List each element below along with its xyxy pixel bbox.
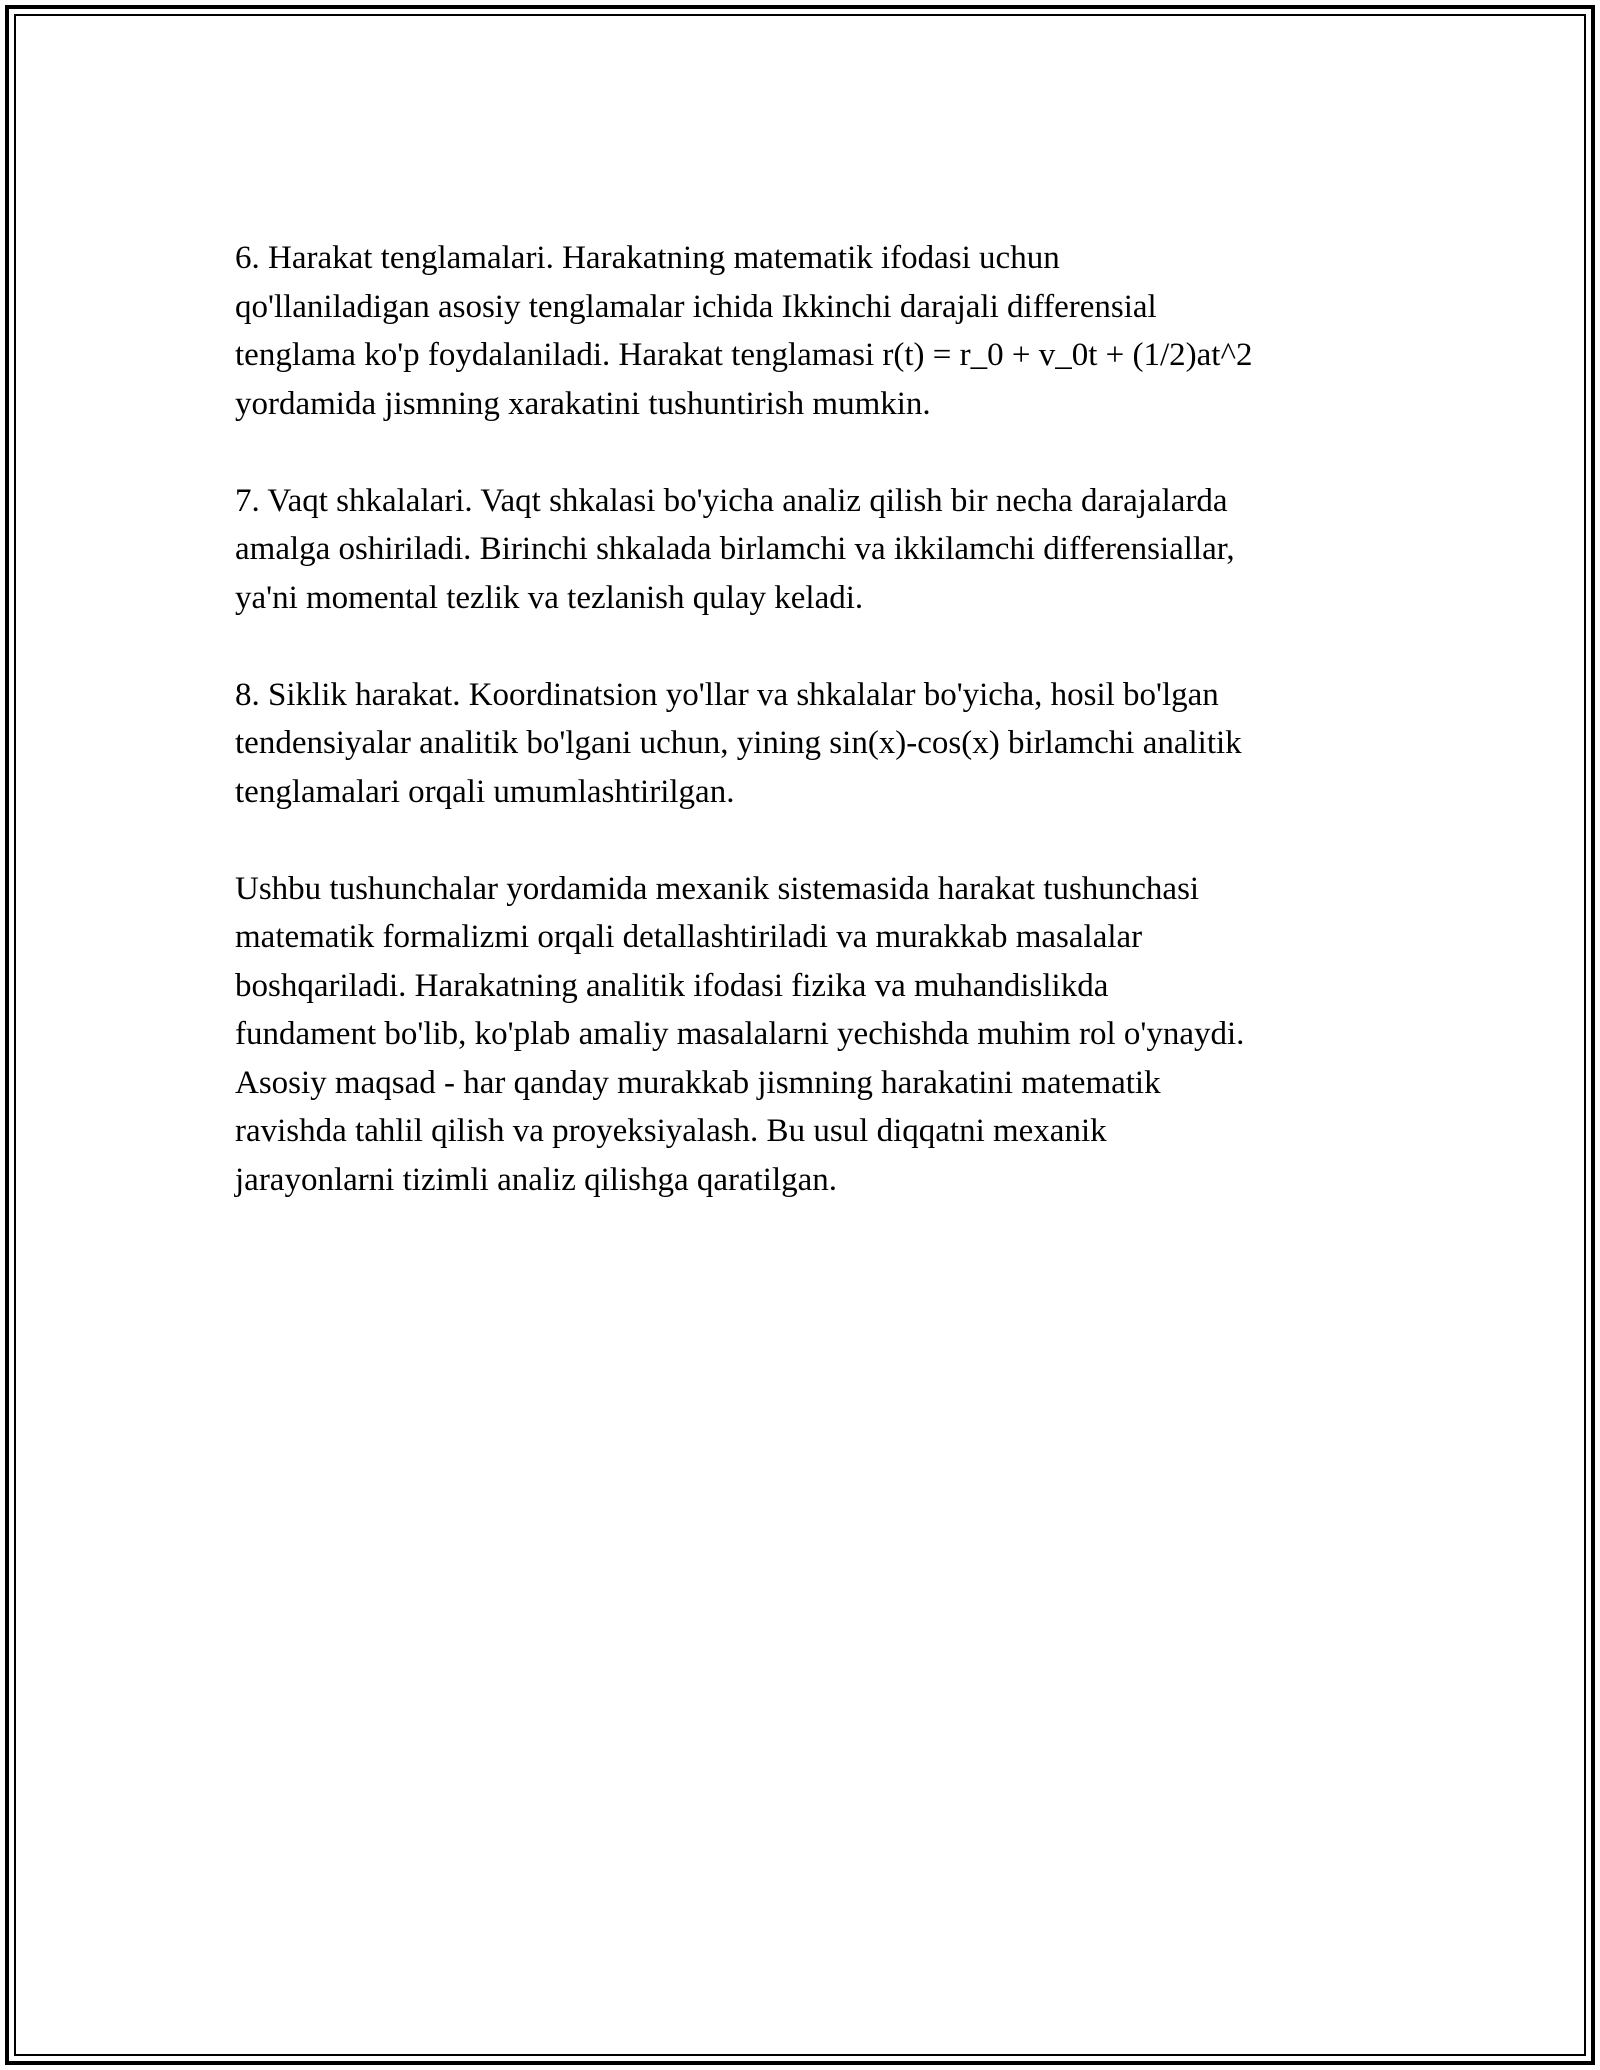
text-line: 6. Harakat tenglamalari. Harakatning matematik ifodasi uchun: [235, 240, 1060, 276]
text-line: matematik formalizmi orqali detallashtiriladi va murakkab masalalar: [235, 919, 1143, 955]
text-line: fundament bo'lib, ko'plab amaliy masalalarni yechishda muhim rol o'ynaydi.: [235, 1016, 1245, 1052]
text-line: Ushbu tushunchalar yordamida mexanik sistemasida harakat tushunchasi: [235, 870, 1200, 907]
text-line: tenglamalari orqali umumlashtirilgan.: [235, 773, 735, 810]
text-line: tendensiyalar analitik bo'lgani uchun, yining sin(x)-cos(x) birlamchi analitik: [235, 725, 1242, 761]
text-line: ya'ni momental tezlik va tezlanish qulay keladi.: [235, 579, 864, 616]
text-line: 8. Siklik harakat. Koordinatsion yo'llar va shkalalar bo'yicha, hosil bo'lgan: [235, 676, 1219, 713]
paragraph-siklik-harakat: [235, 671, 1375, 817]
document-body: [235, 234, 1375, 1253]
text-line: Asosiy maqsad - har qanday murakkab jismning harakatini matematik: [235, 1064, 1161, 1101]
text-line: 7. Vaqt shkalalari. Vaqt shkalasi bo'yicha analiz qilish bir necha darajalarda: [235, 482, 1228, 519]
paragraph-conclusion: [235, 865, 1375, 1205]
text-line: boshqariladi. Harakatning analitik ifodasi fizika va muhandislikda: [235, 967, 1109, 1004]
text-line: qo'llaniladigan asosiy tenglamalar ichida Ikkinchi darajali differensial: [235, 288, 1157, 325]
text-line: jarayonlarni tizimli analiz qilishga qaratilgan.: [235, 1161, 838, 1198]
text-line: tenglama ko'p foydalaniladi. Harakat tenglamasi r(t) = r_0 + v_0t + (1/2)at^2: [235, 337, 1253, 373]
paragraph-vaqt-shkalalari: [235, 477, 1375, 623]
text-line: ravishda tahlil qilish va proyeksiyalash. Bu usul diqqatni mexanik: [235, 1113, 1107, 1149]
text-line: amalga oshiriladi. Birinchi shkalada birlamchi va ikkilamchi differensiallar,: [235, 531, 1235, 567]
text-line: yordamida jismning xarakatini tushuntirish mumkin.: [235, 385, 931, 422]
paragraph-harakat-tenglamalari: [235, 234, 1375, 428]
